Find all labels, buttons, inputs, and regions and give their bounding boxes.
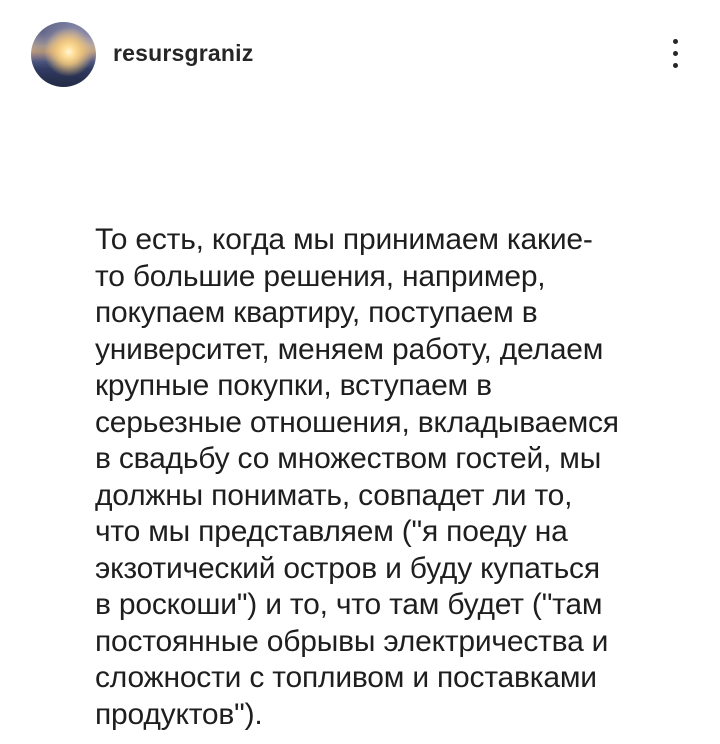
more-options-button[interactable] xyxy=(664,31,686,75)
post-image xyxy=(0,106,720,733)
kebab-menu-icon xyxy=(673,51,678,56)
avatar[interactable] xyxy=(31,22,96,87)
post-text-line: экзотический остров и буду купаться xyxy=(95,551,600,585)
post-header xyxy=(0,0,720,106)
post-text-line: постоянные обрывы электричества и xyxy=(95,624,609,658)
post-text-line: продуктов"). xyxy=(95,697,263,731)
username[interactable]: resursgraniz xyxy=(113,39,254,66)
post-text-line: То есть, когда мы принимаем какие- xyxy=(95,223,593,256)
post-text-line: то большие решения, например, xyxy=(95,259,546,293)
kebab-menu-icon xyxy=(673,63,678,68)
post-text-line: университет, меняем работу, делаем xyxy=(95,332,604,366)
post-text-line: в свадьбу со множеством гостей, мы xyxy=(95,442,602,475)
post-text-line: сложности с топливом и поставками xyxy=(95,661,597,694)
post-text-line: должны понимать, совпадет ли то, xyxy=(95,478,573,512)
post-text-line: крупные покупки, вступаем в xyxy=(95,369,492,402)
post-text-line: серьезные отношения, вкладываемся xyxy=(95,405,619,439)
kebab-menu-icon xyxy=(673,39,678,44)
post-text xyxy=(0,106,720,733)
post-text-line: что мы представляем ("я поеду на xyxy=(95,515,568,548)
post-text-line: в роскоши") и то, что там будет ("там xyxy=(95,588,603,621)
post-text-line: покупаем квартиру, поступаем в xyxy=(95,296,538,329)
